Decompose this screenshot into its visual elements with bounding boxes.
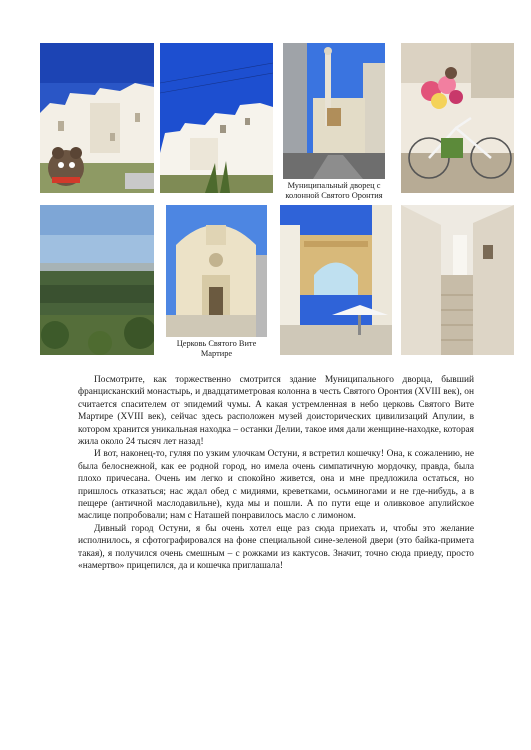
caption-municipal-palace: Муниципальный дворец с колонной Святого Оронтия: [285, 181, 383, 200]
body-text: [78, 374, 474, 573]
photo-white-buildings-blue-sky: [160, 43, 273, 193]
paragraph-2: И вот, наконец-то, гуляя по узким улочкам Остуни, я встретил кошечку! Она, к сожалению, не была белоснежной, как ее родной город, но имела очень симпатичную мордочку, правда, была плохо причесана. Очень им легко и спокойно живется, она и мне предложила остаться, но пришлось отказаться; нас ждал обед с мидиями, креветками, осьминогами и не где-нибудь, а в пещере (античной маслодавильне), куда мы и пошли. А по пути еще и оливковое апулийское маслице попробовали; нам с Наташей понравилось масло с лимоном.: [78, 449, 474, 522]
photo-bicycle-with-flowers: [401, 43, 514, 193]
photo-white-city-with-toy-bear: [40, 43, 154, 193]
photo-arch-street-cafe: [280, 205, 392, 355]
caption-church: Церковь Святого Вите Мартире: [176, 339, 257, 358]
paragraph-1: Посмотрите, как торжественно смотрится здание Муниципального дворца, бывший францисканский монастырь, и двадцатиметровая колонна в честь Святого Оронтия (XVIII век), он считается спасителем от эпидемий чумы. А какая устремленная в небо церковь Святого Вите Мартире (XVIII век), сейчас здесь расположен музей доисторических цивилизаций Апулии, в котором хранится уникальная находка – останки Делии, такое имя дали женщине-находке, которая жила около 24 тысяч лет назад!: [78, 375, 474, 448]
photo-narrow-alley-stairs: [401, 205, 514, 355]
photo-municipal-palace-column: [283, 43, 385, 179]
photo-olive-plain-landscape: [40, 205, 154, 355]
paragraph-3: Дивный город Остуни, я бы очень хотел еще раз сюда приехать и, чтобы это желание исполнилось, я сфотографировался на фоне специальной сине-зеленой двери (это байка-примета такая), я получился очень смешным – с рожками из кактусов. Значит, точно сюда приеду, просто «намертво» прицепился, да и кошечка приглашала!: [78, 523, 474, 572]
photo-church-san-vito-martire: [166, 205, 267, 337]
